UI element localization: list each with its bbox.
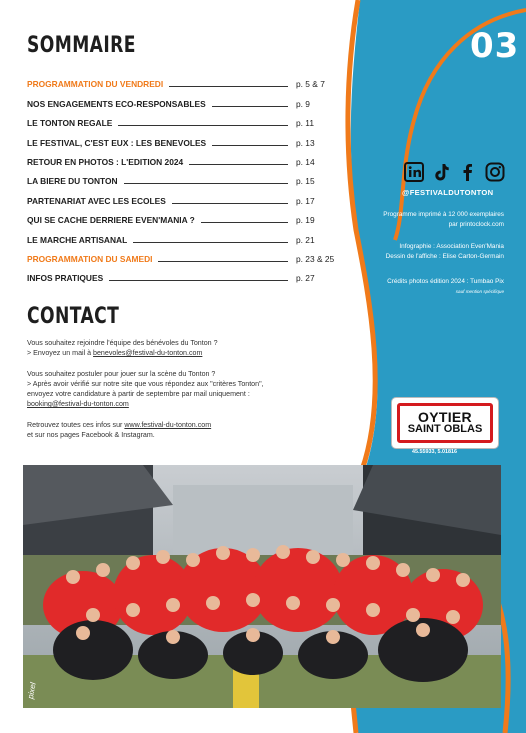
facebook-icon[interactable]	[458, 162, 478, 182]
toc-item-label: LE MARCHE ARTISANAL	[27, 234, 128, 245]
print-info	[383, 210, 504, 229]
toc-item-label: LE FESTIVAL, C'EST EUX : LES BENEVOLES	[27, 137, 207, 148]
toc-item	[27, 245, 342, 264]
contact-section	[27, 338, 347, 450]
photo-credits	[387, 277, 504, 296]
volunteer-email-link[interactable]: benevoles@festival-du-tonton.com	[93, 349, 203, 358]
social-mention: et sur nos pages Facebook & Instagram.	[27, 431, 155, 440]
contact-title: CONTACT	[27, 304, 120, 329]
linkedin-icon[interactable]	[404, 162, 424, 182]
toc-item-page: p. 27	[296, 273, 315, 284]
booking-email-link[interactable]: booking@festival-du-tonton.com	[27, 400, 129, 409]
toc-item-page: p. 17	[296, 195, 315, 206]
toc-item	[27, 148, 342, 167]
toc-item-page: p. 14	[296, 156, 315, 167]
social-icons	[404, 162, 505, 182]
sommaire-title: SOMMAIRE	[27, 33, 136, 58]
town-sign-border	[397, 403, 493, 443]
town-sign-line2: SAINT OBLAS	[407, 423, 483, 435]
toc-item-label: RETOUR EN PHOTOS : L'EDITION 2024	[27, 156, 184, 167]
design-credits	[386, 242, 504, 261]
toc-item-label: PROGRAMMATION DU VENDREDI	[27, 79, 164, 90]
toc-item-label: INFOS PRATIQUES	[27, 273, 104, 284]
volunteer-paragraph	[27, 338, 347, 359]
toc-item-page: p. 21	[296, 234, 315, 245]
toc-item-page: p. 15	[296, 176, 315, 187]
toc-item	[27, 109, 342, 128]
toc-leader	[212, 144, 288, 146]
booking-question: Vous souhaitez postuler pour jouer sur la scène du Tonton ?	[27, 369, 216, 378]
toc-item-page: p. 11	[296, 118, 315, 129]
page-number: 03	[470, 26, 520, 66]
website-paragraph	[27, 420, 347, 441]
toc-item-page: p. 13	[296, 137, 315, 148]
table-of-contents	[27, 70, 342, 283]
toc-item-label: PARTENARIAT AVEC LES ECOLES	[27, 195, 166, 206]
photo-watermark: pixel	[26, 681, 38, 700]
social-handle[interactable]: @FESTIVALDUTONTON	[402, 188, 494, 197]
toc-item	[27, 225, 342, 244]
toc-item-page: p. 5 & 7	[296, 79, 325, 90]
volunteer-instruction: > Envoyez un mail à	[27, 349, 94, 358]
toc-item	[27, 206, 342, 225]
toc-leader	[212, 105, 288, 107]
photo-credit: Crédits photos édition 2024 : Tumbao Pix	[387, 278, 504, 285]
toc-item-label: LE TONTON REGALE	[27, 118, 113, 129]
toc-item-label: QUI SE CACHE DERRIERE EVEN'MANIA ?	[27, 215, 195, 226]
toc-item-label: PROGRAMMATION DU SAMEDI	[27, 253, 153, 264]
booking-instruction: > Après avoir vérifié sur notre site que vous répondez aux "critères Tonton",	[27, 379, 264, 388]
volunteer-question: Vous souhaitez rejoindre l'équipe des bénévoles du Tonton ?	[27, 339, 218, 347]
toc-item	[27, 70, 342, 89]
toc-item	[27, 128, 342, 147]
toc-leader	[118, 124, 288, 126]
toc-item-page: p. 9	[296, 98, 310, 109]
toc-leader	[169, 85, 288, 87]
toc-item-page: p. 19	[296, 215, 315, 226]
toc-item	[27, 89, 342, 108]
town-sign	[392, 398, 498, 448]
toc-leader	[158, 260, 288, 262]
infographie-credit: Infographie : Association Even'Mania	[399, 243, 504, 250]
toc-item	[27, 186, 342, 205]
toc-item-page: p. 23 & 25	[296, 253, 335, 264]
toc-item-label: LA BIERE DU TONTON	[27, 176, 118, 187]
toc-leader	[201, 221, 288, 223]
poster-credit: Dessin de l'affiche : Elise Carton-Germain	[385, 252, 504, 260]
toc-leader	[109, 279, 288, 281]
town-sign-line1: OYTIER	[418, 409, 472, 425]
gps-coordinates: 45.55933, 5.01816	[412, 449, 457, 455]
website-link[interactable]: www.festival-du-tonton.com	[124, 420, 212, 429]
booking-instruction-2: envoyez votre candidature à partir de septembre par mail uniquement :	[27, 390, 250, 399]
instagram-icon[interactable]	[485, 162, 505, 182]
booking-paragraph	[27, 369, 347, 410]
tiktok-icon[interactable]	[431, 162, 451, 182]
volunteers-group-photo	[23, 465, 501, 708]
toc-item-label: NOS ENGAGEMENTS ECO-RESPONSABLES	[27, 98, 206, 109]
website-intro: Retrouvez toutes ces infos sur	[27, 420, 125, 429]
toc-leader	[133, 241, 288, 243]
print-run-text: Programme imprimé à 12 000 exemplaires	[383, 211, 504, 218]
printer-text: par printoclock.com	[448, 220, 504, 228]
toc-leader	[172, 202, 288, 204]
toc-item	[27, 167, 342, 186]
photo-credit-mention: sauf mention spécifique	[455, 288, 504, 294]
toc-item	[27, 264, 342, 283]
toc-leader	[124, 182, 288, 184]
toc-leader	[189, 163, 288, 165]
